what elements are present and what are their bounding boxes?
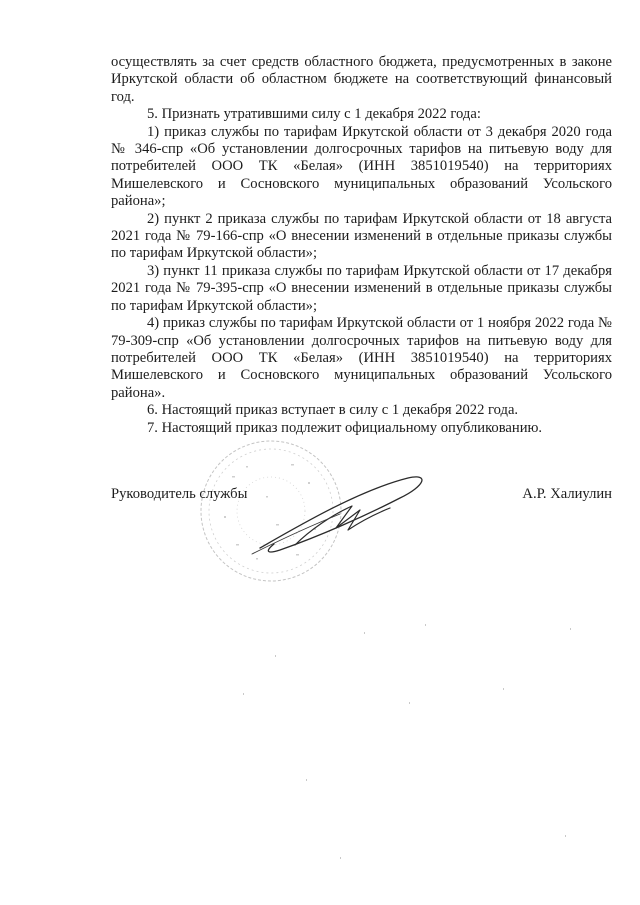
scan-speck <box>409 702 410 704</box>
signatory-name: А.Р. Халиулин <box>522 486 612 502</box>
paragraph-item-7: 7. Настоящий приказ подлежит официальному опубликованию. <box>147 419 543 436</box>
scan-speck <box>306 779 307 781</box>
paragraph-continuation: осуществлять за счет средств областного бюджета, предусмотренных в законе Иркутской области об областном бюджете на соответствующий финансовый год. <box>111 54 612 105</box>
paragraph-subitem-4: 4) приказ службы по тарифам Иркутской области от 1 ноября 2022 года № 79-309-спр «Об установлении долгосрочных тарифов на питьевую воду для потребителей ООО ТК «Белая» (ИНН 3851019540) на территориях Мишелевского и Сосновского муниципальных образований Усольского района». <box>111 315 612 401</box>
scan-speck <box>425 624 426 626</box>
signatory-title: Руководитель службы <box>111 486 248 502</box>
paragraph-item-6: 6. Настоящий приказ вступает в силу с 1 декабря 2022 года. <box>147 402 519 419</box>
document-body <box>111 54 612 437</box>
scan-speck <box>340 857 341 859</box>
paragraph-item-5: 5. Признать утратившими силу с 1 декабря 2022 года: <box>147 106 481 123</box>
scan-speck <box>364 632 365 634</box>
scan-speck <box>565 835 566 837</box>
handwritten-signature <box>240 470 440 560</box>
scan-speck <box>275 655 276 657</box>
scan-speck <box>243 693 244 695</box>
paragraph-subitem-1: 1) приказ службы по тарифам Иркутской области от 3 декабря 2020 года № 346-спр «Об установлении долгосрочных тарифов на питьевую воду для потребителей ООО ТК «Белая» (ИНН 3851019540) на территориях Мишелевского и Сосновского муниципальных образований Усольского района»; <box>111 123 612 210</box>
scan-speck <box>570 628 571 630</box>
paragraph-subitem-3: 3) пункт 11 приказа службы по тарифам Иркутской области от 17 декабря 2021 года № 79-395-спр «О внесении изменений в отдельные приказы службы по тарифам Иркутской области»; <box>111 262 612 314</box>
paragraph-subitem-2: 2) пункт 2 приказа службы по тарифам Иркутской области от 18 августа 2021 года № 79-166-спр «О внесении изменений в отдельные приказы службы по тарифам Иркутской области»; <box>111 210 612 262</box>
scan-speck <box>503 688 504 690</box>
